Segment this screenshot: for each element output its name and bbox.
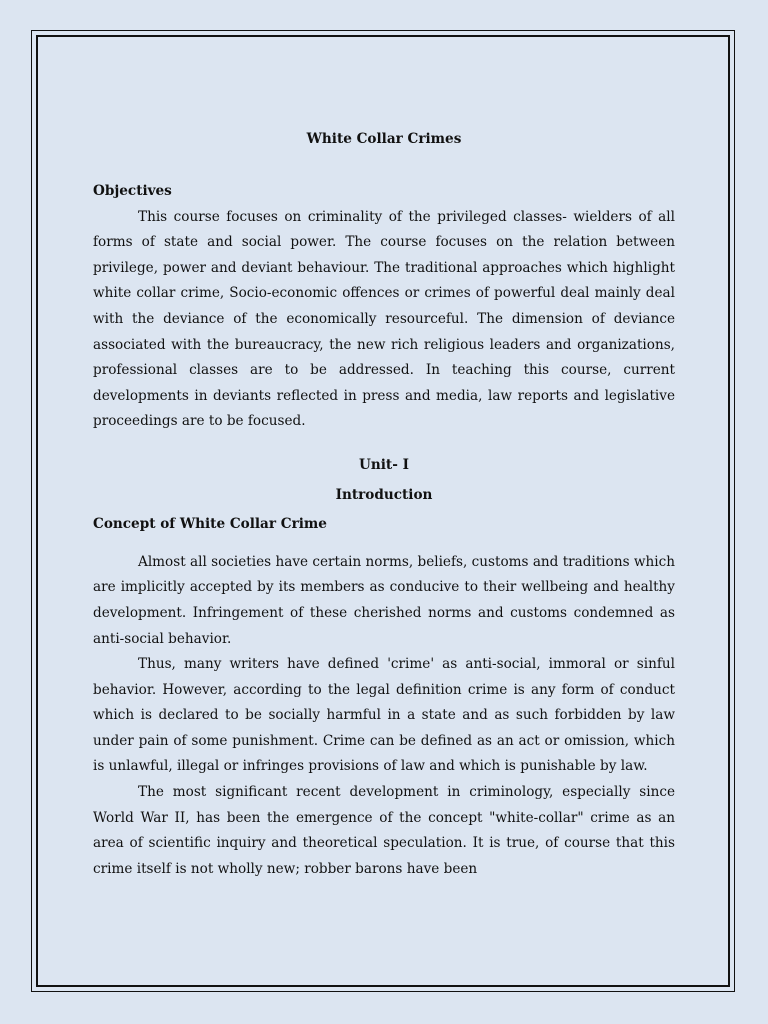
document-body: [93, 127, 675, 882]
body-paragraph-1: Almost all societies have certain norms, beliefs, customs and traditions which are implicitly accepted by its members as conducive to their wellbeing and healthy development. Infringement of these cherished norms and customs condemned as anti-social behavior.: [93, 553, 675, 647]
concept-heading: Concept of White Collar Crime: [93, 516, 327, 533]
introduction-heading: Introduction: [335, 486, 433, 503]
objectives-paragraph: This course focuses on criminality of the privileged classes- wielders of all forms of state and social power. The course focuses on the relation between privilege, power and deviant behaviour. The traditional approaches which highlight white collar crime, Socio-economic offences or crimes of powerful deal mainly deal with the deviance of the economically resourceful. The dimension of deviance associated with the bureaucracy, the new rich religious leaders and organizations, professional classes are to be addressed. In teaching this course, current developments in deviants reflected in press and media, law reports and legislative proceedings are to be focused.: [93, 208, 675, 430]
body-paragraph-2: Thus, many writers have defined 'crime' as anti-social, immoral or sinful behavior. However, according to the legal definition crime is any form of conduct which is declared to be socially harmful in a state and as such forbidden by law under pain of some punishment. Crime can be defined as an act or omission, which is unlawful, illegal or infringes provisions of law and which is punishable by law.: [93, 656, 675, 775]
document-title: White Collar Crimes: [306, 131, 462, 147]
unit-heading: Unit- I: [359, 456, 409, 473]
body-paragraph-3: The most significant recent development in criminology, especially since World War II, has been the emergence of the concept "white-collar" crime as an area of scientific inquiry and theoretical speculation. It is true, of course that this crime itself is not wholly new; robber barons have been: [93, 784, 675, 877]
objectives-heading: Objectives: [93, 183, 172, 199]
